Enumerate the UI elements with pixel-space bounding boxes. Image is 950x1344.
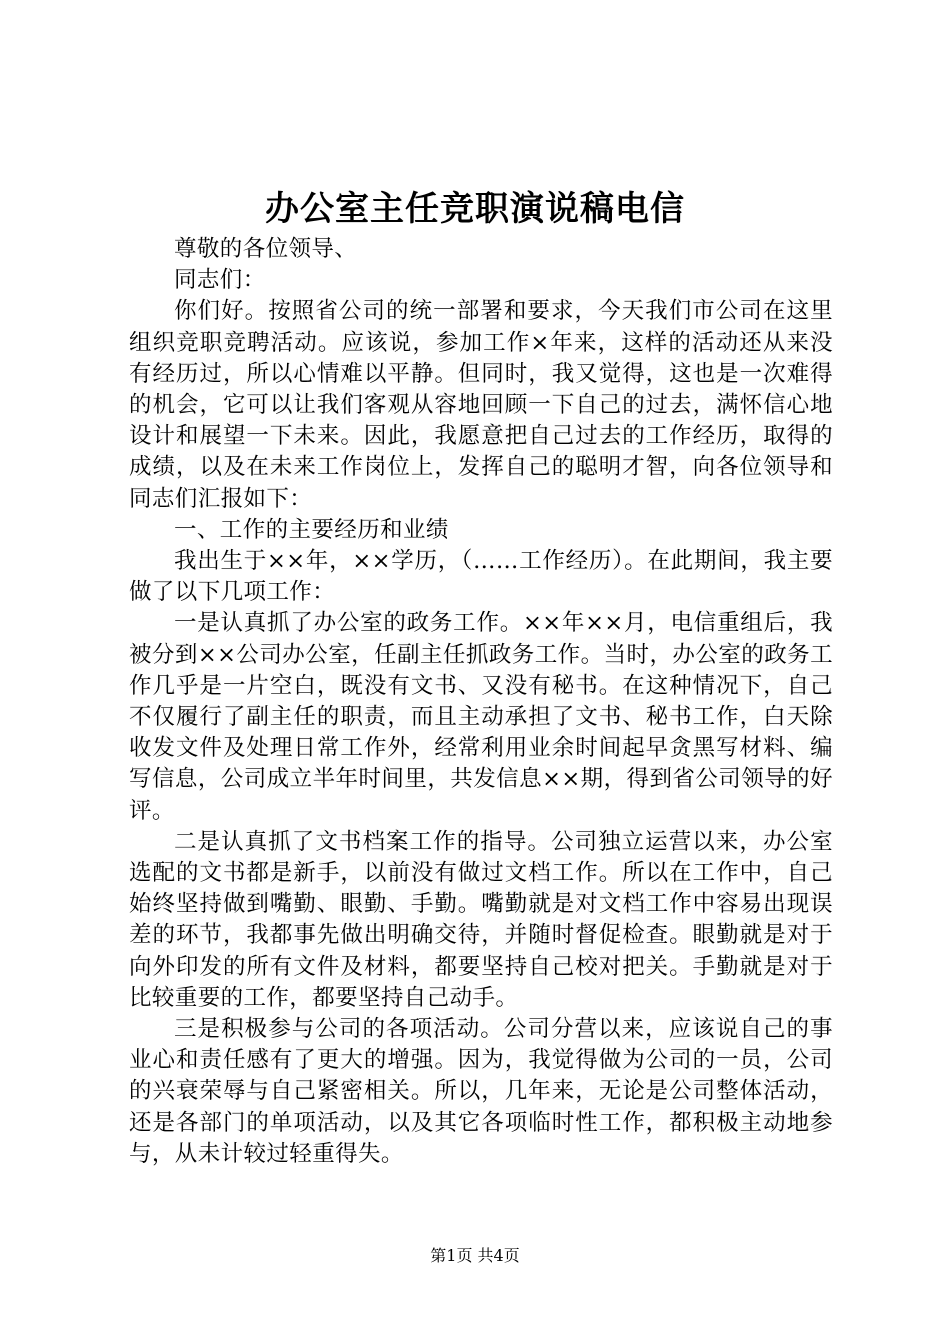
page-number-footer: 第1页 共4页 bbox=[430, 1246, 520, 1265]
body-paragraph: 我出生于××年，××学历，（……工作经历）。在此期间，我主要做了以下几项工作： bbox=[129, 548, 833, 606]
salutation-line-1: 尊敬的各位领导、 bbox=[174, 236, 358, 262]
salutation-line-2: 同志们： bbox=[174, 267, 266, 294]
body-paragraph: 三是积极参与公司的各项活动。公司分营以来，应该说自己的事业心和责任感有了更大的增强。因为，我觉得做为公司的一员，公司的兴衰荣辱与自己紧密相关。所以，几年来，无论是公司整体活动，还是各部门的单项活动，以及其它各项临时性工作，都积极主动地参与，从未计较过轻重得失。 bbox=[129, 1016, 833, 1167]
body-paragraph: 二是认真抓了文书档案工作的指导。公司独立运营以来，办公室选配的文书都是新手，以前没有做过文档工作。所以在工作中，自己始终坚持做到嘴勤、眼勤、手勤。嘴勤就是对文档工作中容易出现误差的环节，我都事先做出明确交待，并随时督促检查。眼勤就是对于向外印发的所有文件及材料，都要坚持自己校对把关。手勤就是对于比较重要的工作，都要坚持自己动手。 bbox=[129, 828, 833, 1011]
document-title: 办公室主任竞职演说稿电信 bbox=[265, 189, 685, 229]
body-paragraph: 一是认真抓了办公室的政务工作。××年××月，电信重组后，我被分到××公司办公室，任副主任抓政务工作。当时，办公室的政务工作几乎是一片空白，既没有文书、又没有秘书。在这种情况下，自己不仅履行了副主任的职责，而且主动承担了文书、秘书工作，白天除收发文件及处理日常工作外，经常利用业余时间起早贪黑写材料、编写信息，公司成立半年时间里，共发信息××期，得到省公司领导的好评。 bbox=[129, 610, 833, 824]
body-paragraph: 你们好。按照省公司的统一部署和要求，今天我们市公司在这里组织竞职竞聘活动。应该说，参加工作×年来，这样的活动还从来没有经历过，所以心情难以平静。但同时，我又觉得，这也是一次难得的机会，它可以让我们客观从容地回顾一下自己的过去，满怀信心地设计和展望一下未来。因此，我愿意把自己过去的工作经历，取得的成绩，以及在未来工作岗位上，发挥自己的聪明才智，向各位领导和同志们汇报如下： bbox=[129, 298, 833, 512]
section-heading: 一、工作的主要经历和业绩 bbox=[174, 516, 449, 543]
document-body bbox=[129, 234, 833, 1170]
